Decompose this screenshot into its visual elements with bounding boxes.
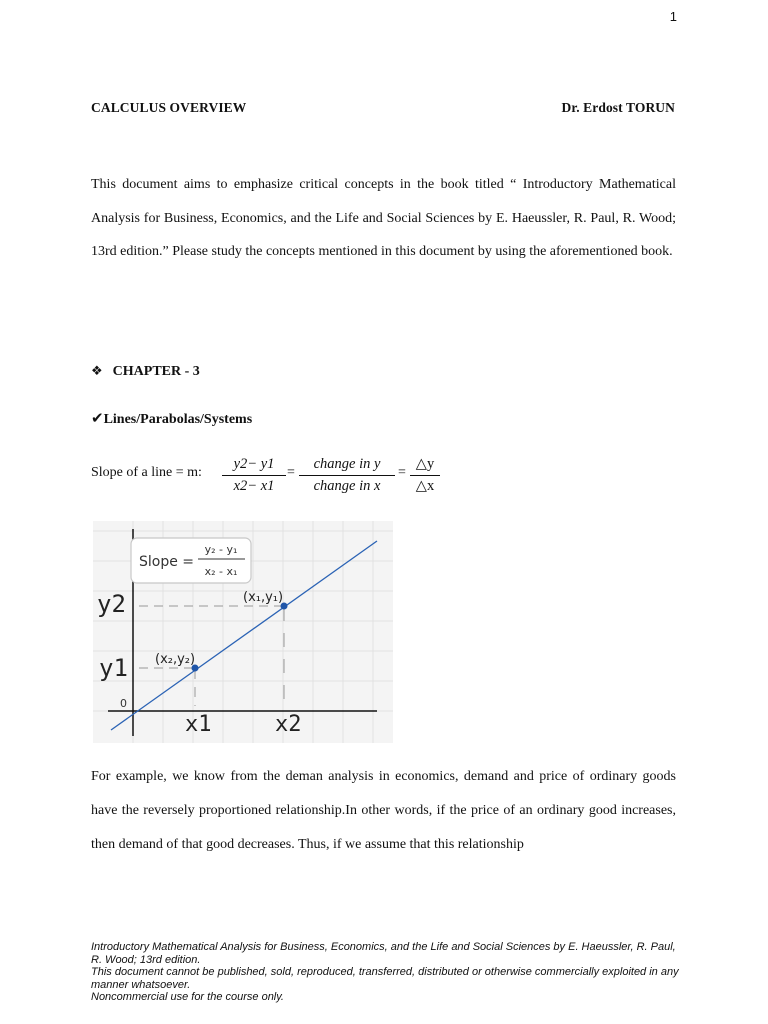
footer-line: This document cannot be published, sold, reproduced, transferred, distributed or otherwise commercially exploited in any manner whatsoever. [91,966,679,991]
slope-graph-figure [93,521,393,743]
diamond-bullet-icon: ❖ [91,364,103,379]
upper-point-label: (x₁,y₁) [243,590,284,605]
fraction-numerator: change in y [299,456,395,476]
footer-line: Introductory Mathematical Analysis for Business, Economics, and the Life and Social Sciences by E. Haeussler, R. Paul, R. Wood; 13rd edition. [91,941,676,966]
fraction-denominator: x2− x1 [233,478,275,494]
y1-axis-label: y1 [99,654,128,682]
x2-axis-label: x2 [275,712,302,737]
origin-label: 0 [120,697,127,710]
fraction-numerator: △y [410,456,440,476]
footer-notice [91,941,681,1004]
fraction-denominator: change in x [313,478,381,494]
y2-axis-label: y2 [97,590,126,618]
lower-point-label: (x₂,y₂) [155,652,196,667]
slope-formula-label: Slope of a line = m: [91,465,202,480]
footer-line: Noncommercial use for the course only. [91,991,284,1003]
slope-callout-numerator: y₂ - y₁ [204,543,238,556]
subsection-heading [91,409,252,428]
slope-callout-label: Slope = [139,554,195,570]
fraction-denominator: △x [415,478,435,494]
slope-callout-denominator: x₂ - x₁ [204,565,238,578]
document-author: Dr. Erdost TORUN [561,100,675,115]
slope-fraction-words [299,456,395,495]
slope-fraction-delta [410,456,440,495]
page-number: 1 [669,9,677,24]
equals-sign: = [287,465,295,480]
slope-fraction-points [222,456,286,495]
x1-axis-label: x1 [185,712,212,737]
chapter-heading [91,364,200,380]
chapter-label: CHAPTER - 3 [112,364,200,379]
document-title: CALCULUS OVERVIEW [91,100,247,115]
example-paragraph: For example, we know from the deman analysis in economics, demand and price of ordinary goods have the reversely proportioned relationship.In other words, if the price of an ordinary good increases, then demand of that good decreases. Thus, if we assume that this relationship [91,769,676,852]
fraction-numerator: y2− y1 [222,456,286,476]
checkmark-icon: ✔ [91,409,104,427]
subsection-label: Lines/Parabolas/Systems [103,412,253,427]
intro-paragraph: This document aims to emphasize critical concepts in the book titled “ Introductory Mathematical Analysis for Business, Economics, and the Life and Social Sciences by E. Haeussler, R. Paul, R. Wood; 13rd edition.” Please study the concepts mentioned in this document by using the aforementioned book. [91,177,676,259]
equals-sign: = [398,465,406,480]
